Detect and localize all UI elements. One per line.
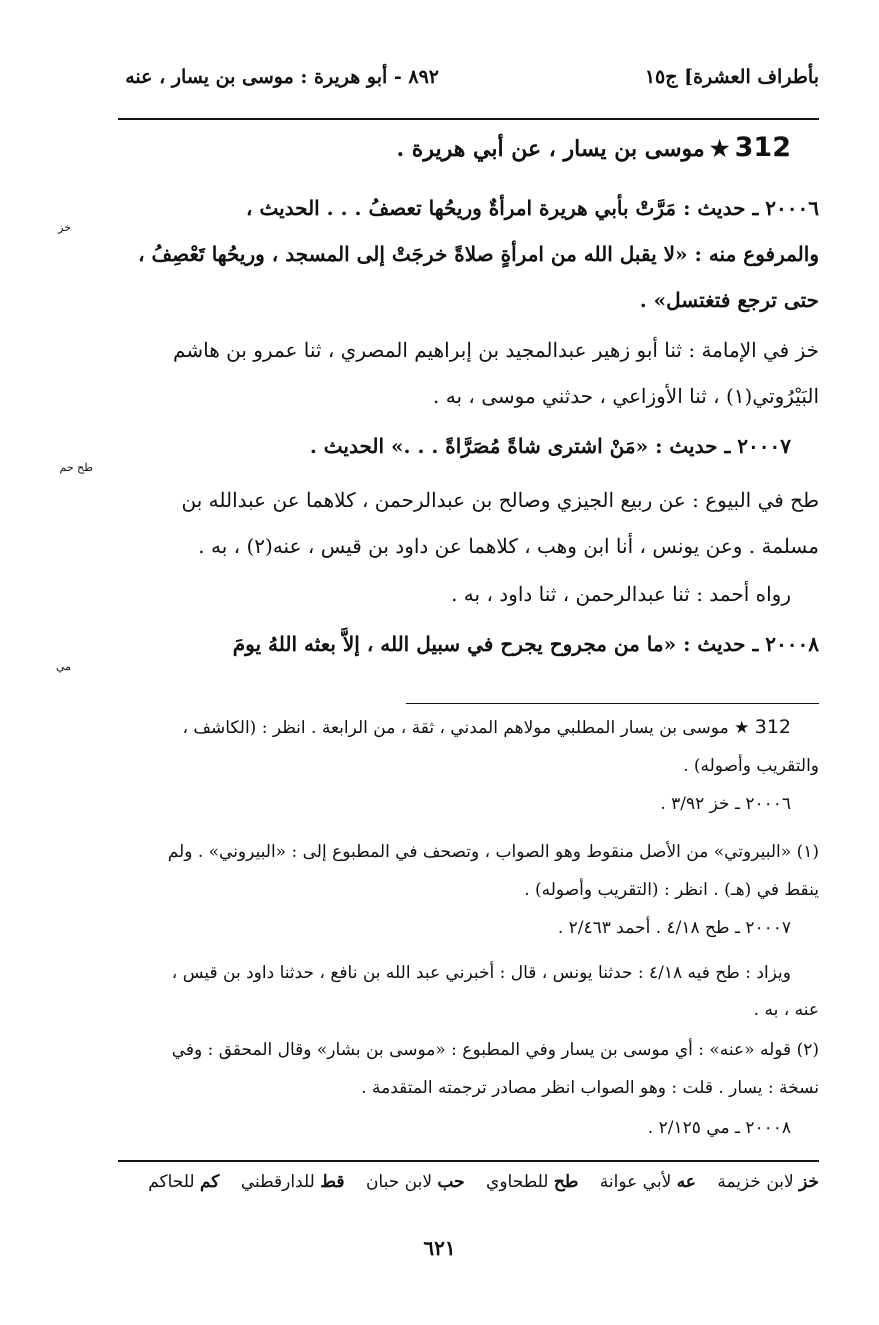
footnote-rule	[406, 703, 819, 704]
entry-title: موسى بن يسار ، عن أبي هريرة .	[396, 136, 705, 162]
isnad-2-line2: مسلمة . وعن يونس ، أنا ابن وهب ، كلاهما عن داود بن قيس ، عنه(٢) ، به .	[198, 534, 819, 558]
abbr-item: طح للطحاوي	[486, 1172, 579, 1192]
footnote-2-line2: نسخة : يسار . قلت : وهو الصواب انظر مصادر ترجمته المتقدمة .	[361, 1078, 819, 1098]
abbr-item: خز لابن خزيمة	[717, 1172, 819, 1192]
abbr-item: كم للحاكم	[148, 1172, 220, 1192]
abbr-item: حب لابن حبان	[365, 1172, 465, 1192]
hadith-20006-line2: والمرفوع منه : «لا يقبل الله من امرأةٍ صلاةً خرجَتْ إلى المسجد ، وريحُها تَعْصِفُ ،	[138, 242, 819, 266]
hadith-20006-source-code: خز	[58, 221, 71, 234]
abbr-item: عه لأبي عوانة	[599, 1172, 696, 1192]
entry-number: 312	[734, 132, 791, 163]
entry-heading	[396, 132, 791, 163]
hadith-20008-line1: ٢٠٠٠٨ ـ حديث : «ما من مجروح يجرح في سبيل الله ، إلاَّ بعثه اللهُ يومَ	[232, 632, 819, 656]
footnote-20008: ٢٠٠٠٨ ـ مي ٢/١٢٥ .	[647, 1118, 791, 1138]
isnad-2-line1: طح في البيوع : عن ربيع الجيزي وصالح بن عبدالرحمن ، كلاهما عن عبدالله بن	[181, 488, 819, 512]
abbreviation-key	[132, 1172, 819, 1192]
hadith-20006-line3: حتى ترجع فتغتسل» .	[639, 288, 819, 312]
footnote-addition-line1: ويزاد : طح فيه ٤/١٨ : حدثنا يونس ، قال : أخبرني عبد الله بن نافع ، حدثنا داود بن قيس ،	[171, 963, 791, 983]
page-number: ٦٢١	[423, 1236, 456, 1260]
abbreviations-rule	[118, 1160, 819, 1162]
isnad-1-line1: خز في الإمامة : ثنا أبو زهير عبدالمجيد بن إبراهيم المصري ، ثنا عمرو بن هاشم	[173, 338, 819, 362]
star-icon: ★	[709, 136, 730, 162]
header-chapter: ٨٩٢ - أبو هريرة : موسى بن يسار ، عنه	[125, 66, 439, 88]
hadith-20007-line1: ٢٠٠٠٧ ـ حديث : «مَنْ اشترى شاةً مُصَرَّاةً . . .» الحديث .	[309, 434, 791, 458]
footnote-addition-line2: عنه ، به .	[753, 1000, 819, 1020]
abbr-item: قط للدارقطني	[240, 1172, 345, 1192]
footnote-312-text: موسى بن يسار المطلبي مولاهم المدني ، ثقة ، من الرابعة . انظر : (الكاشف ،	[182, 718, 729, 738]
header-volume: بأطراف العشرة] ج١٥	[644, 66, 819, 88]
footnote-312-line2: والتقريب وأصوله) .	[683, 756, 819, 776]
star-icon: ★	[734, 718, 750, 738]
footnote-2-line1: (٢) قوله «عنه» : أي موسى بن يسار وفي المطبوع : «موسى بن بشار» وقال المحقق : وفي	[171, 1040, 819, 1060]
isnad-2-line3: رواه أحمد : ثنا عبدالرحمن ، ثنا داود ، به .	[451, 582, 791, 606]
footnote-312-line1	[182, 716, 791, 738]
footnote-20006: ٢٠٠٠٦ ـ خز ٣/٩٢ .	[660, 794, 791, 814]
hadith-20007-source-code: طح حم	[59, 461, 93, 474]
header-rule	[118, 118, 819, 120]
footnote-20007: ٢٠٠٠٧ ـ طح ٤/١٨ . أحمد ٢/٤٦٣ .	[557, 918, 791, 938]
footnote-312-number: 312	[754, 716, 791, 738]
footnote-1-line2: ينقط في (هـ) . انظر : (التقريب وأصوله) .	[524, 880, 819, 900]
hadith-20006-line1: ٢٠٠٠٦ ـ حديث : مَرَّتْ بأبي هريرة امرأةٌ وريحُها تعصفُ . . . الحديث ،	[246, 196, 819, 220]
isnad-1-line2: البَيْرُوتي(١) ، ثنا الأوزاعي ، حدثني موسى ، به .	[433, 384, 819, 408]
hadith-20008-source-code: مي	[55, 660, 71, 673]
footnote-1-line1: (١) «البيروتي» من الأصل منقوط وهو الصواب ، وتصحف في المطبوع إلى : «البيروني» . ولم	[167, 842, 819, 862]
